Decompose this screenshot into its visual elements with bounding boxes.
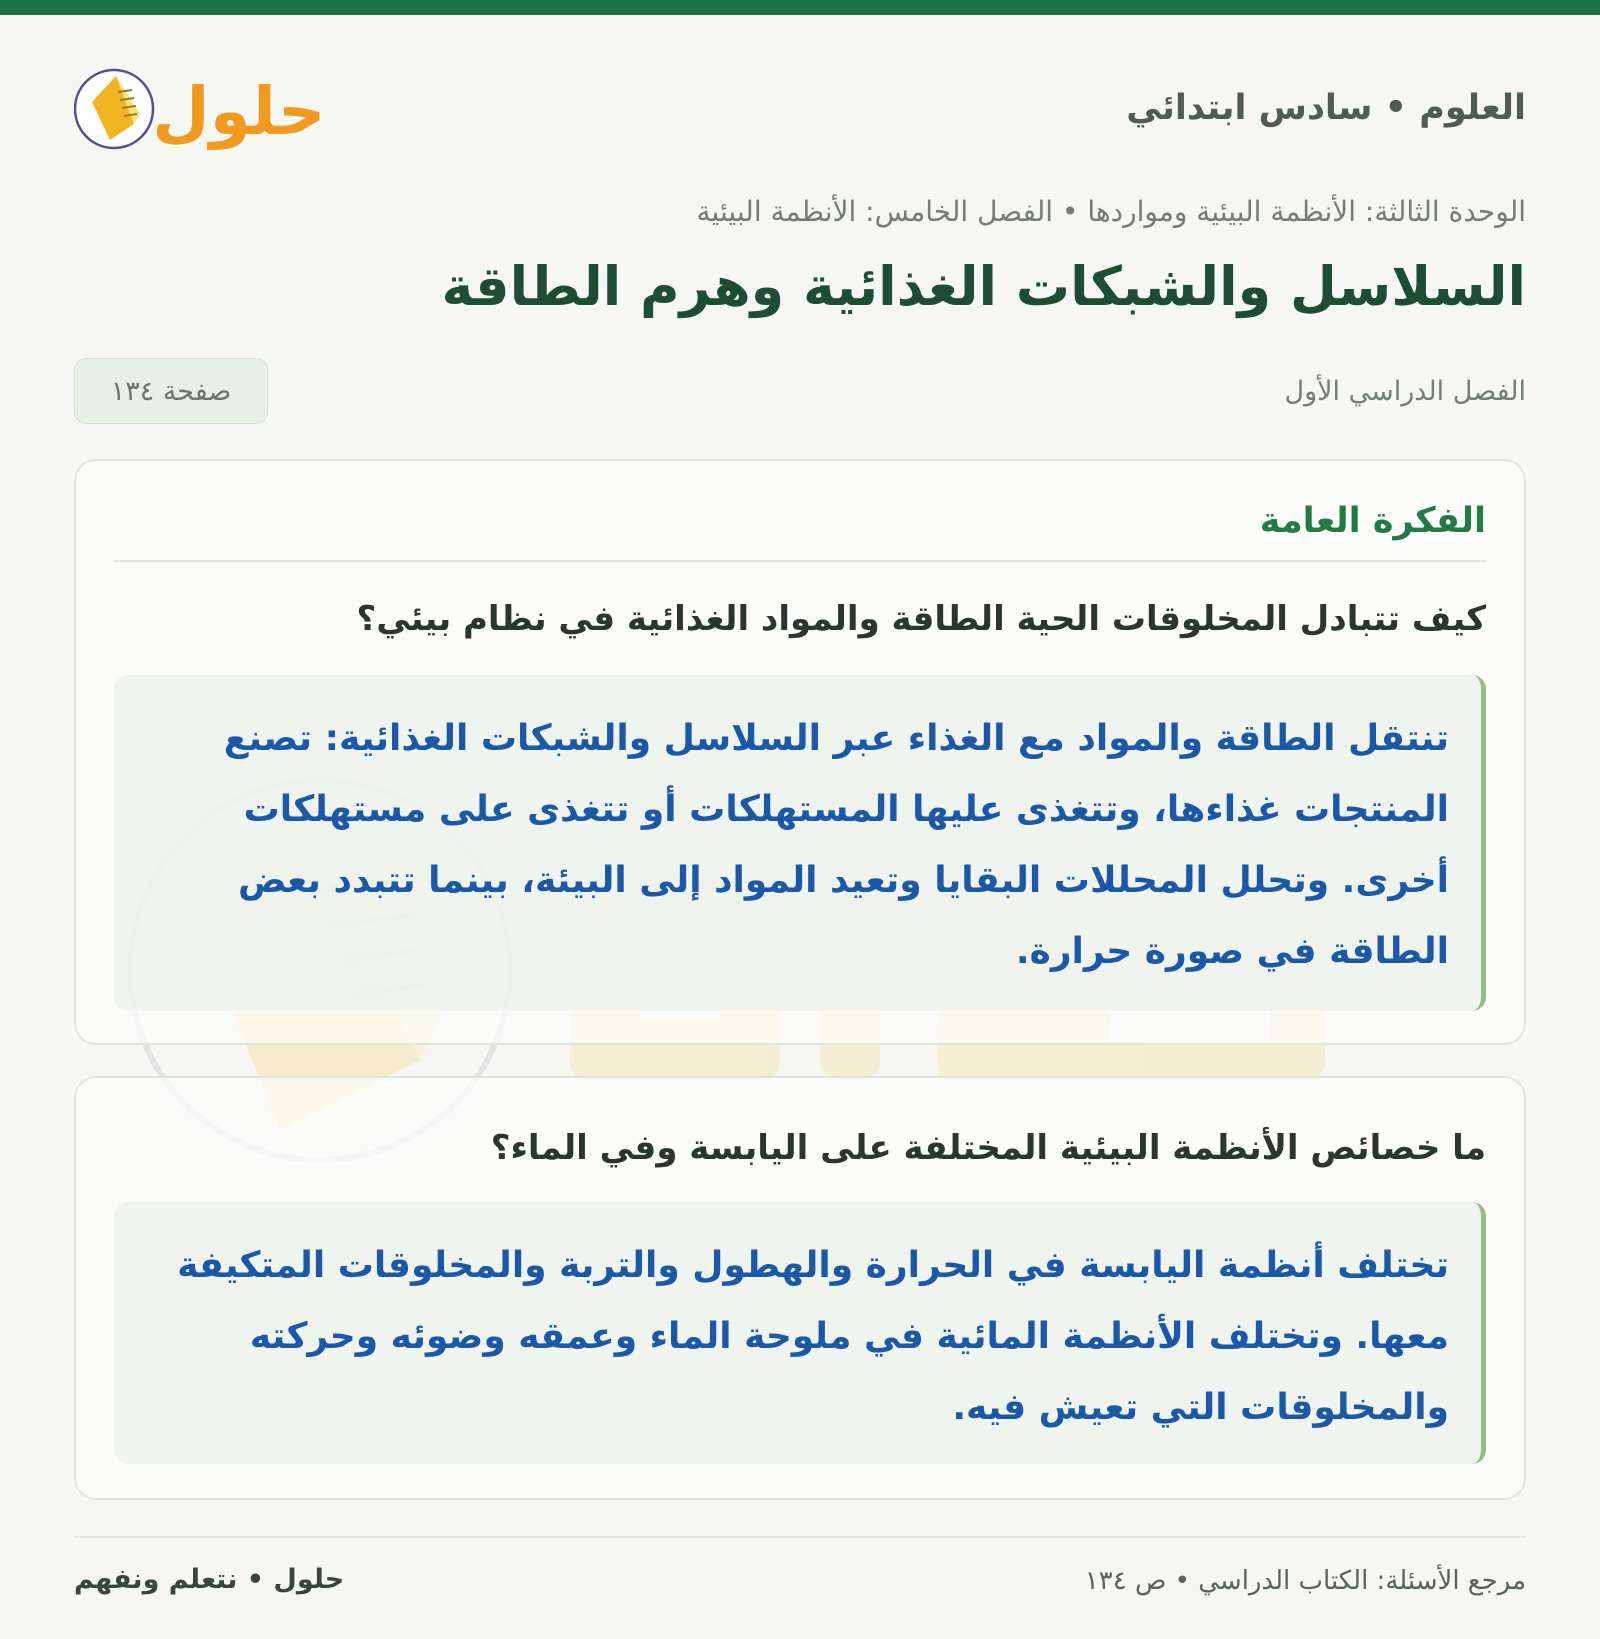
halool-logo[interactable] (74, 52, 334, 162)
section-title: الفكرة العامة (1259, 501, 1486, 541)
footer-reference: مرجع الأسئلة: الكتاب الدراسي • ص ١٣٤ (1084, 1566, 1526, 1596)
section-divider (114, 560, 1486, 562)
answer-box (114, 1202, 1486, 1464)
page-number-badge: صفحة ١٣٤ (74, 358, 268, 424)
page-header (74, 52, 1526, 162)
subject-grade-label: العلوم • سادس ابتدائي (1126, 88, 1526, 128)
answer-text: تنتقل الطاقة والمواد مع الغذاء عبر السلاسل والشبكات الغذائية: تصنع المنتجات غذاءها، وتتغذى عليها المستهلكات أو تتغذى على مستهلكات أخرى. وتحلل المحللات البقايا وتعيد المواد إلى البيئة، بينما تتبدد بعض الطاقة في صورة حرارة. (223, 718, 1449, 972)
top-accent-bar (0, 0, 1600, 15)
question-card (74, 1076, 1526, 1500)
question-text: كيف تتبادل المخلوقات الحية الطاقة والمواد الغذائية في نظام بيئي؟ (356, 599, 1486, 639)
logo-text: حلول (152, 73, 326, 150)
breadcrumb: الوحدة الثالثة: الأنظمة البيئية ومواردها • الفصل الخامس: الأنظمة البيئية (696, 195, 1526, 228)
footer-divider (74, 1536, 1526, 1538)
answer-box (114, 675, 1486, 1011)
answer-text: تختلف أنظمة اليابسة في الحرارة والهطول والتربة والمخلوقات المتكيفة معها. وتختلف الأنظمة المائية في ملوحة الماء وعمقه وضوئه وحركته والمخلوقات التي تعيش فيه. (177, 1245, 1449, 1428)
question-text: ما خصائص الأنظمة البيئية المختلفة على اليابسة وفي الماء؟ (490, 1128, 1486, 1168)
semester-label: الفصل الدراسي الأول (1284, 376, 1526, 407)
question-card (74, 459, 1526, 1045)
meta-row (74, 358, 1526, 424)
footer-brand: حلول • نتعلم ونفهم (74, 1564, 345, 1595)
page-title: السلاسل والشبكات الغذائية وهرم الطاقة (441, 255, 1526, 318)
